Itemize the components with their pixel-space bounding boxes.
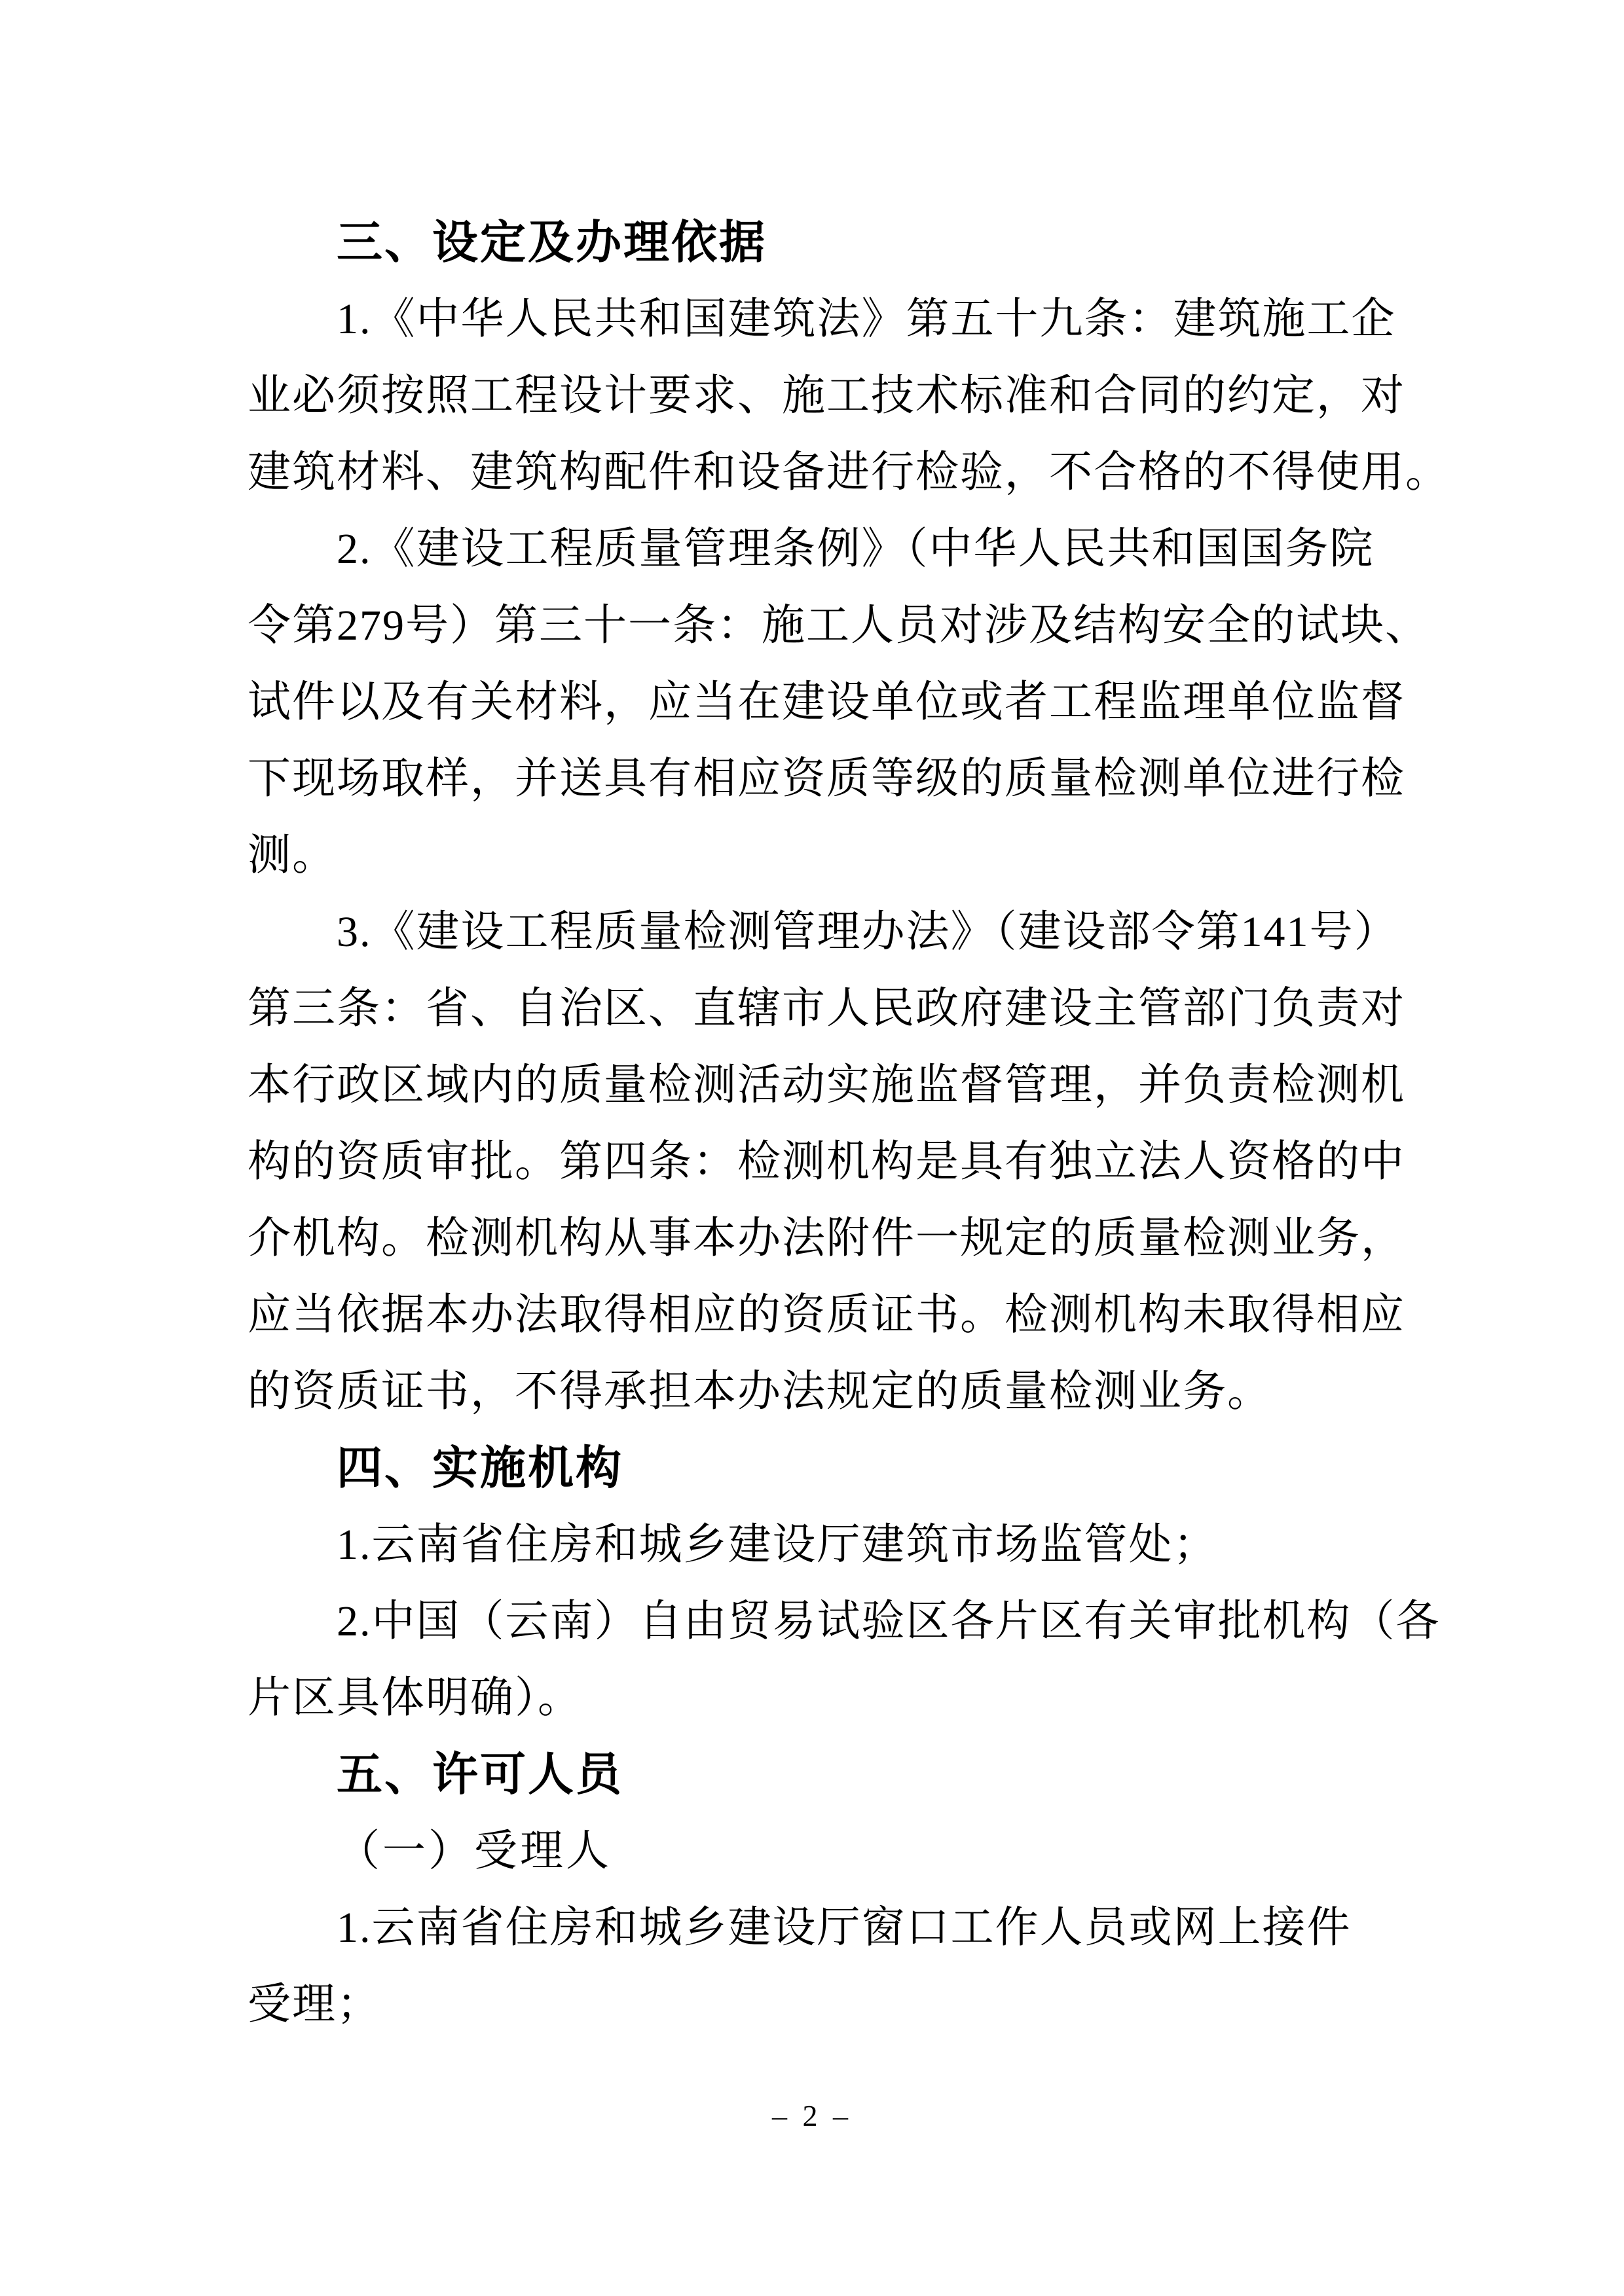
body-line: 3.《建设工程质量检测管理办法》（建设部令第141号） <box>337 908 1399 956</box>
body-line: 1.《中华人民共和国建筑法》第五十九条：建筑施工企 <box>337 295 1396 343</box>
section-heading-4: 四、实施机构 <box>337 1442 623 1493</box>
body-line: 构的资质审批。第四条：检测机构是具有独立法人资格的中 <box>248 1138 1405 1186</box>
body-line: 1.云南省住房和城乡建设厅建筑市场监管处； <box>337 1521 1218 1569</box>
body-line: 业必须按照工程设计要求、施工技术标准和合同的约定，对 <box>248 372 1405 420</box>
body-line: 介机构。检测机构从事本办法附件一规定的质量检测业务， <box>248 1214 1405 1262</box>
body-line: 的资质证书，不得承担本办法规定的质量检测业务。 <box>248 1368 1272 1415</box>
body-line: 建筑材料、建筑构配件和设备进行检验，不合格的不得使用。 <box>248 448 1450 496</box>
body-line: 第三条：省、自治区、直辖市人民政府建设主管部门负责对 <box>248 985 1405 1032</box>
body-line: 应当依据本办法取得相应的资质证书。检测机构未取得相应 <box>248 1291 1405 1339</box>
body-line: 下现场取样，并送具有相应资质等级的质量检测单位进行检 <box>248 755 1405 803</box>
section-heading-5: 五、许可人员 <box>337 1749 623 1800</box>
body-line: 测。 <box>248 831 337 879</box>
body-line: 令第279号）第三十一条：施工人员对涉及结构安全的试块、 <box>248 602 1430 649</box>
page-number: – 2 – <box>772 2099 852 2132</box>
body-line: 受理； <box>248 1980 381 2028</box>
body-line: 片区具体明确）。 <box>248 1674 582 1722</box>
subsection-heading: （一）受理人 <box>337 1827 612 1875</box>
body-line: 试件以及有关材料，应当在建设单位或者工程监理单位监督 <box>248 678 1405 726</box>
body-line: 1.云南省住房和城乡建设厅窗口工作人员或网上接件 <box>337 1904 1352 1952</box>
body-line: 2.《建设工程质量管理条例》（中华人民共和国国务院 <box>337 525 1375 573</box>
body-line: 2.中国（云南）自由贸易试验区各片区有关审批机构（各 <box>337 1597 1441 1645</box>
section-heading-3: 三、设定及办理依据 <box>337 217 767 268</box>
body-line: 本行政区域内的质量检测活动实施监督管理，并负责检测机 <box>248 1061 1405 1109</box>
